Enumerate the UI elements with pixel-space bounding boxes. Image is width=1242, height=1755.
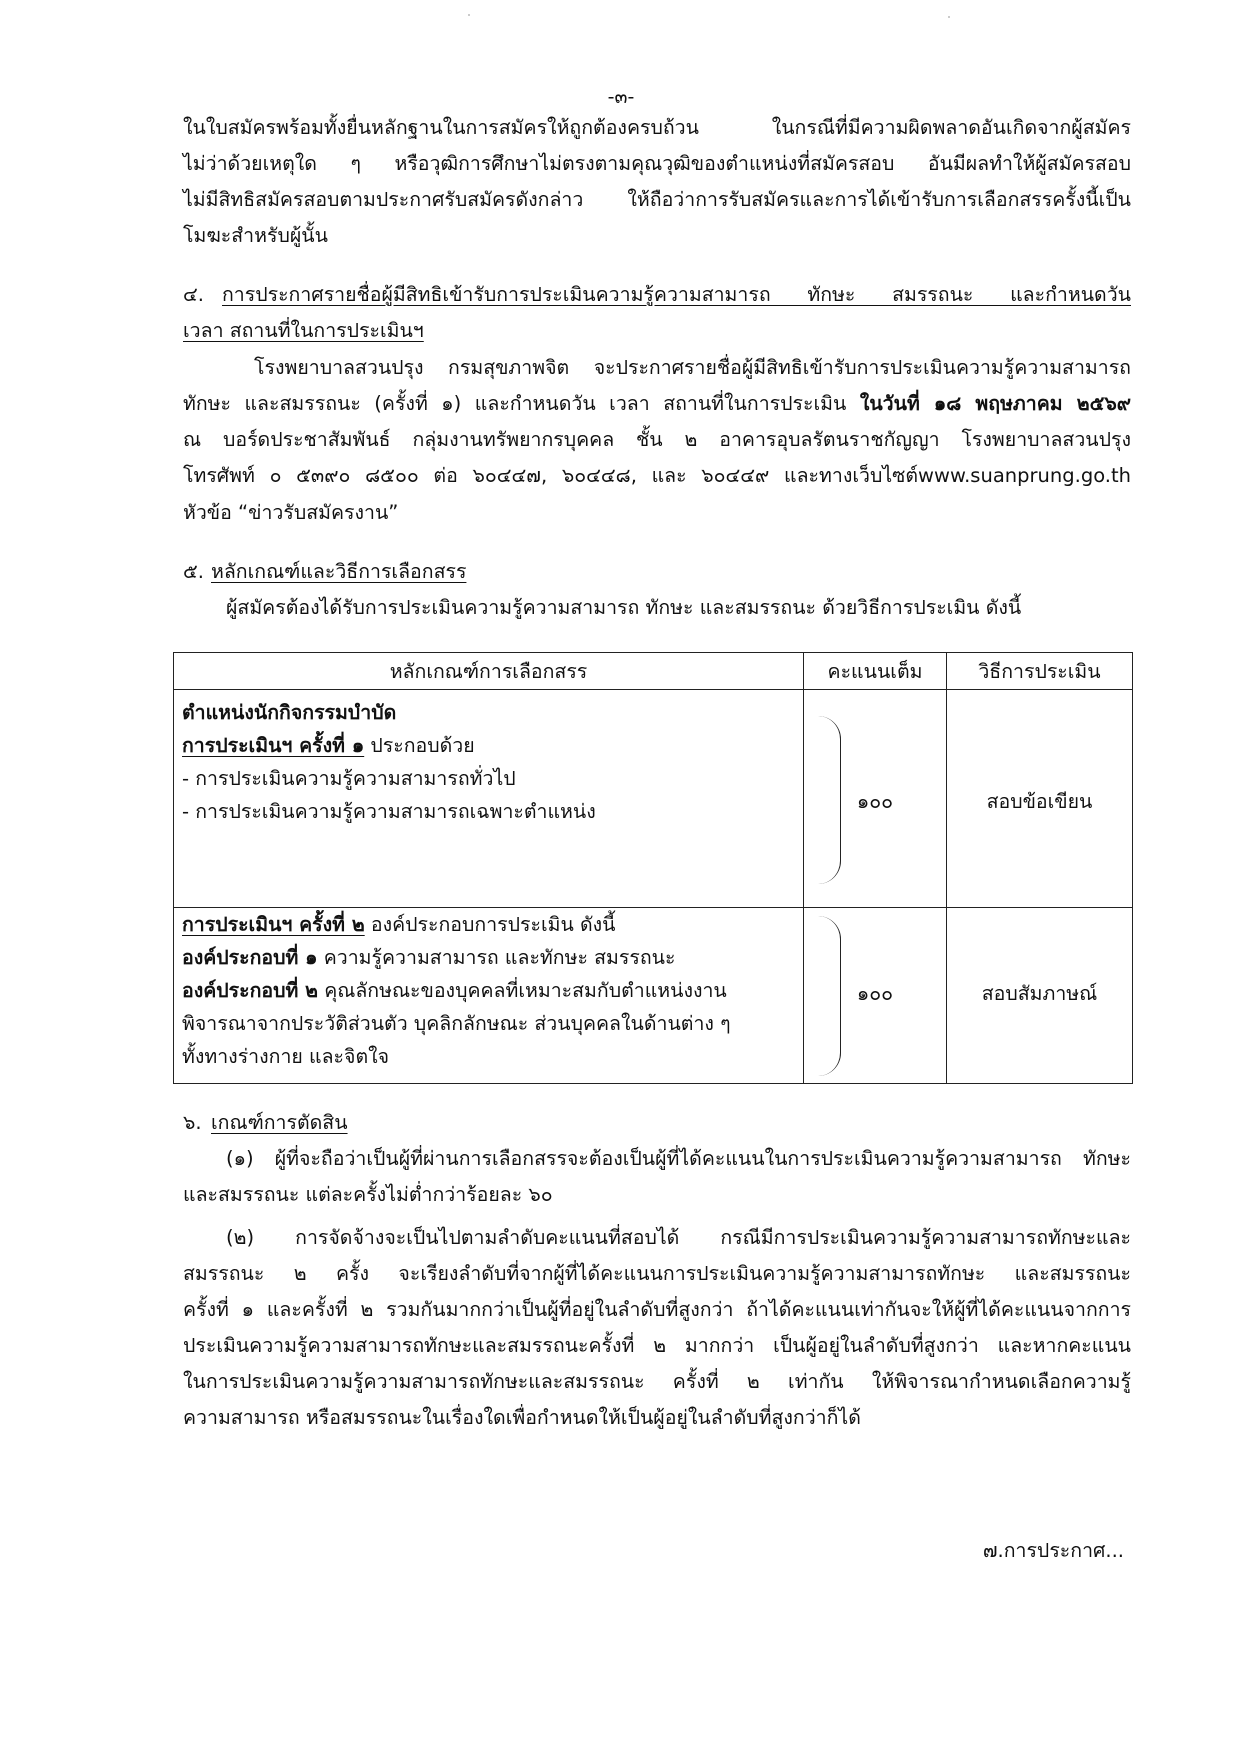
scan-speck xyxy=(468,14,470,16)
criteria-cell xyxy=(174,690,804,908)
score-cell xyxy=(804,690,947,908)
component-text: คุณลักษณะของบุคคลที่เหมาะสมกับตำแหน่งงาน xyxy=(318,979,727,1002)
column-header: คะแนนเต็ม xyxy=(804,653,947,690)
round-text: องค์ประกอบการประเมิน ดังนี้ xyxy=(364,913,616,936)
criteria-paragraph-line: ครั้งที่ ๑ และครั้งที่ ๒ รวมกันมากกว่าเป็นผู้ที่อยู่ในลำดับที่สูงกว่า ถ้าได้คะแนนเท่ากันจะให้ผู้ที่ได้คะแนนจากการ xyxy=(183,1298,1131,1321)
section4-number: ๔. xyxy=(183,283,204,306)
round-line xyxy=(182,729,803,762)
assessment-method: สอบสัมภาษณ์ xyxy=(981,982,1098,1005)
criteria-paragraph-line: และสมรรถนะ แต่ละครั้งไม่ต่ำกว่าร้อยละ ๖๐ xyxy=(183,1183,553,1206)
continuation-note: ๗.การประกาศ... xyxy=(982,1539,1124,1562)
round-label: การประเมินฯ ครั้งที่ ๒ xyxy=(182,913,365,936)
criteria-item: - การประเมินความรู้ความสามารถทั่วไป xyxy=(182,767,516,790)
section5-number: ๕. xyxy=(183,560,204,583)
criteria-table xyxy=(173,652,1133,1084)
round-label: การประเมินฯ ครั้งที่ ๑ xyxy=(182,734,365,757)
method-cell xyxy=(947,690,1133,908)
table-row xyxy=(174,690,1133,908)
section5-heading: หลักเกณฑ์และวิธีการเลือกสรร xyxy=(211,560,467,583)
intro-line: ไม่มีสิทธิสมัครสอบตามประกาศรับสมัครดังกล่าว ให้ถือว่าการรับสมัครและการได้เข้ารับการเลือกสรรครั้งนี้เป็น xyxy=(183,188,1131,211)
section4-heading: การประกาศรายชื่อผู้มีสิทธิเข้ารับการประเมินความรู้ความสามารถ ทักษะ สมรรถนะ และกำหนดวัน xyxy=(222,283,1131,306)
intro-line: ในใบสมัครพร้อมทั้งยื่นหลักฐานในการสมัครให้ถูกต้องครบถ้วน ในกรณีที่มีความผิดพลาดอันเกิดจากผู้สมัคร xyxy=(183,116,1131,139)
criteria-paragraph-line: สมรรถนะ ๒ ครั้ง จะเรียงลำดับที่จากผู้ที่ได้คะแนนการประเมินความรู้ความสามารถทักษะ และสมรรถนะ xyxy=(183,1262,1131,1285)
section4-body-line: โรงพยาบาลสวนปรุง กรมสุขภาพจิต จะประกาศรายชื่อผู้มีสิทธิเข้ารับการประเมินความรู้ความสามารถ xyxy=(254,356,1131,379)
intro-line: โมฆะสำหรับผู้นั้น xyxy=(183,224,328,247)
component-text: ความรู้ความสามารถ และทักษะ สมรรถนะ xyxy=(317,946,676,969)
criteria-paragraph-line: ในการประเมินความรู้ความสามารถทักษะและสมรรถนะ ครั้งที่ ๒ เท่ากัน ให้พิจารณากำหนดเลือกความรู้ xyxy=(183,1370,1131,1393)
intro-line: ไม่ว่าด้วยเหตุใด ๆ หรือวุฒิการศึกษาไม่ตรงตามคุณวุฒิของตำแหน่งที่สมัครสอบ อันมีผลทำให้ผู้สมัครสอบ xyxy=(183,152,1131,175)
criteria-cell xyxy=(174,908,804,1084)
section6-heading: เกณฑ์การตัดสิน xyxy=(211,1111,348,1134)
position-title: ตำแหน่งนักกิจกรรมบำบัด xyxy=(182,701,397,724)
component-line xyxy=(182,974,803,1007)
section4-body-line: โทรศัพท์ ๐ ๕๓๙๐ ๘๕๐๐ ต่อ ๖๐๔๔๗, ๖๐๔๔๘, และ ๖๐๔๔๙ และทางเว็บไซต์www.suanprung.go.th xyxy=(183,464,1131,487)
page-number: -๓- xyxy=(607,86,635,108)
announcement-date: ในวันที่ ๑๘ พฤษภาคม ๒๕๖๙ xyxy=(859,392,1131,415)
table-row xyxy=(174,908,1133,1084)
component-label: องค์ประกอบที่ ๑ xyxy=(182,946,318,969)
section5-intro: ผู้สมัครต้องได้รับการประเมินความรู้ความสามารถ ทักษะ และสมรรถนะ ด้วยวิธีการประเมิน ดังนี้ xyxy=(226,596,1022,619)
column-header: วิธีการประเมิน xyxy=(947,653,1133,690)
body-text: ทักษะ และสมรรถนะ (ครั้งที่ ๑) และกำหนดวัน เวลา สถานที่ในการประเมิน xyxy=(183,392,860,415)
round-text: ประกอบด้วย xyxy=(364,734,475,757)
method-cell xyxy=(947,908,1133,1084)
scan-speck xyxy=(948,16,950,18)
section4-heading: เวลา สถานที่ในการประเมินฯ xyxy=(183,319,424,342)
assessment-method: สอบข้อเขียน xyxy=(986,790,1093,813)
full-score: ๑๐๐ xyxy=(856,982,894,1005)
column-header: หลักเกณฑ์การเลือกสรร xyxy=(174,653,804,690)
section4-body-line: ณ บอร์ดประชาสัมพันธ์ กลุ่มงานทรัพยากรบุคคล ชั้น ๒ อาคารอุบลรัตนราชกัญญา โรงพยาบาลสวนปรุง xyxy=(183,428,1131,451)
section4-body-line: หัวข้อ “ข่าวรับสมัครงาน” xyxy=(183,501,399,524)
score-cell xyxy=(804,908,947,1084)
component-line xyxy=(182,941,803,974)
table-header-row xyxy=(174,653,1133,690)
component-line: พิจารณาจากประวัติส่วนตัว บุคลิกลักษณะ ส่วนบุคคลในด้านต่าง ๆ xyxy=(182,1012,731,1035)
round-line xyxy=(182,908,803,941)
criteria-item: - การประเมินความรู้ความสามารถเฉพาะตำแหน่ง xyxy=(182,800,596,823)
section4-body-line xyxy=(183,388,1131,420)
criteria-paragraph-line: (๒) การจัดจ้างจะเป็นไปตามลำดับคะแนนที่สอบได้ กรณีมีการประเมินความรู้ความสามารถทักษะและ xyxy=(226,1226,1131,1249)
section6-number: ๖. xyxy=(183,1111,202,1134)
criteria-paragraph-line: (๑) ผู้ที่จะถือว่าเป็นผู้ที่ผ่านการเลือกสรรจะต้องเป็นผู้ที่ได้คะแนนในการประเมินความรู้ความสามารถ ทักษะ xyxy=(226,1147,1131,1170)
component-line: ทั้งทางร่างกาย และจิตใจ xyxy=(182,1045,390,1068)
full-score: ๑๐๐ xyxy=(856,790,894,813)
criteria-paragraph-line: ประเมินความรู้ความสามารถทักษะและสมรรถนะครั้งที่ ๒ มากกว่า เป็นผู้อยู่ในลำดับที่สูงกว่า และหากคะแนน xyxy=(183,1334,1131,1357)
component-label: องค์ประกอบที่ ๒ xyxy=(182,979,318,1002)
criteria-paragraph-line: ความสามารถ หรือสมรรถนะในเรื่องใดเพื่อกำหนดให้เป็นผู้อยู่ในลำดับที่สูงกว่าก็ได้ xyxy=(183,1406,861,1429)
